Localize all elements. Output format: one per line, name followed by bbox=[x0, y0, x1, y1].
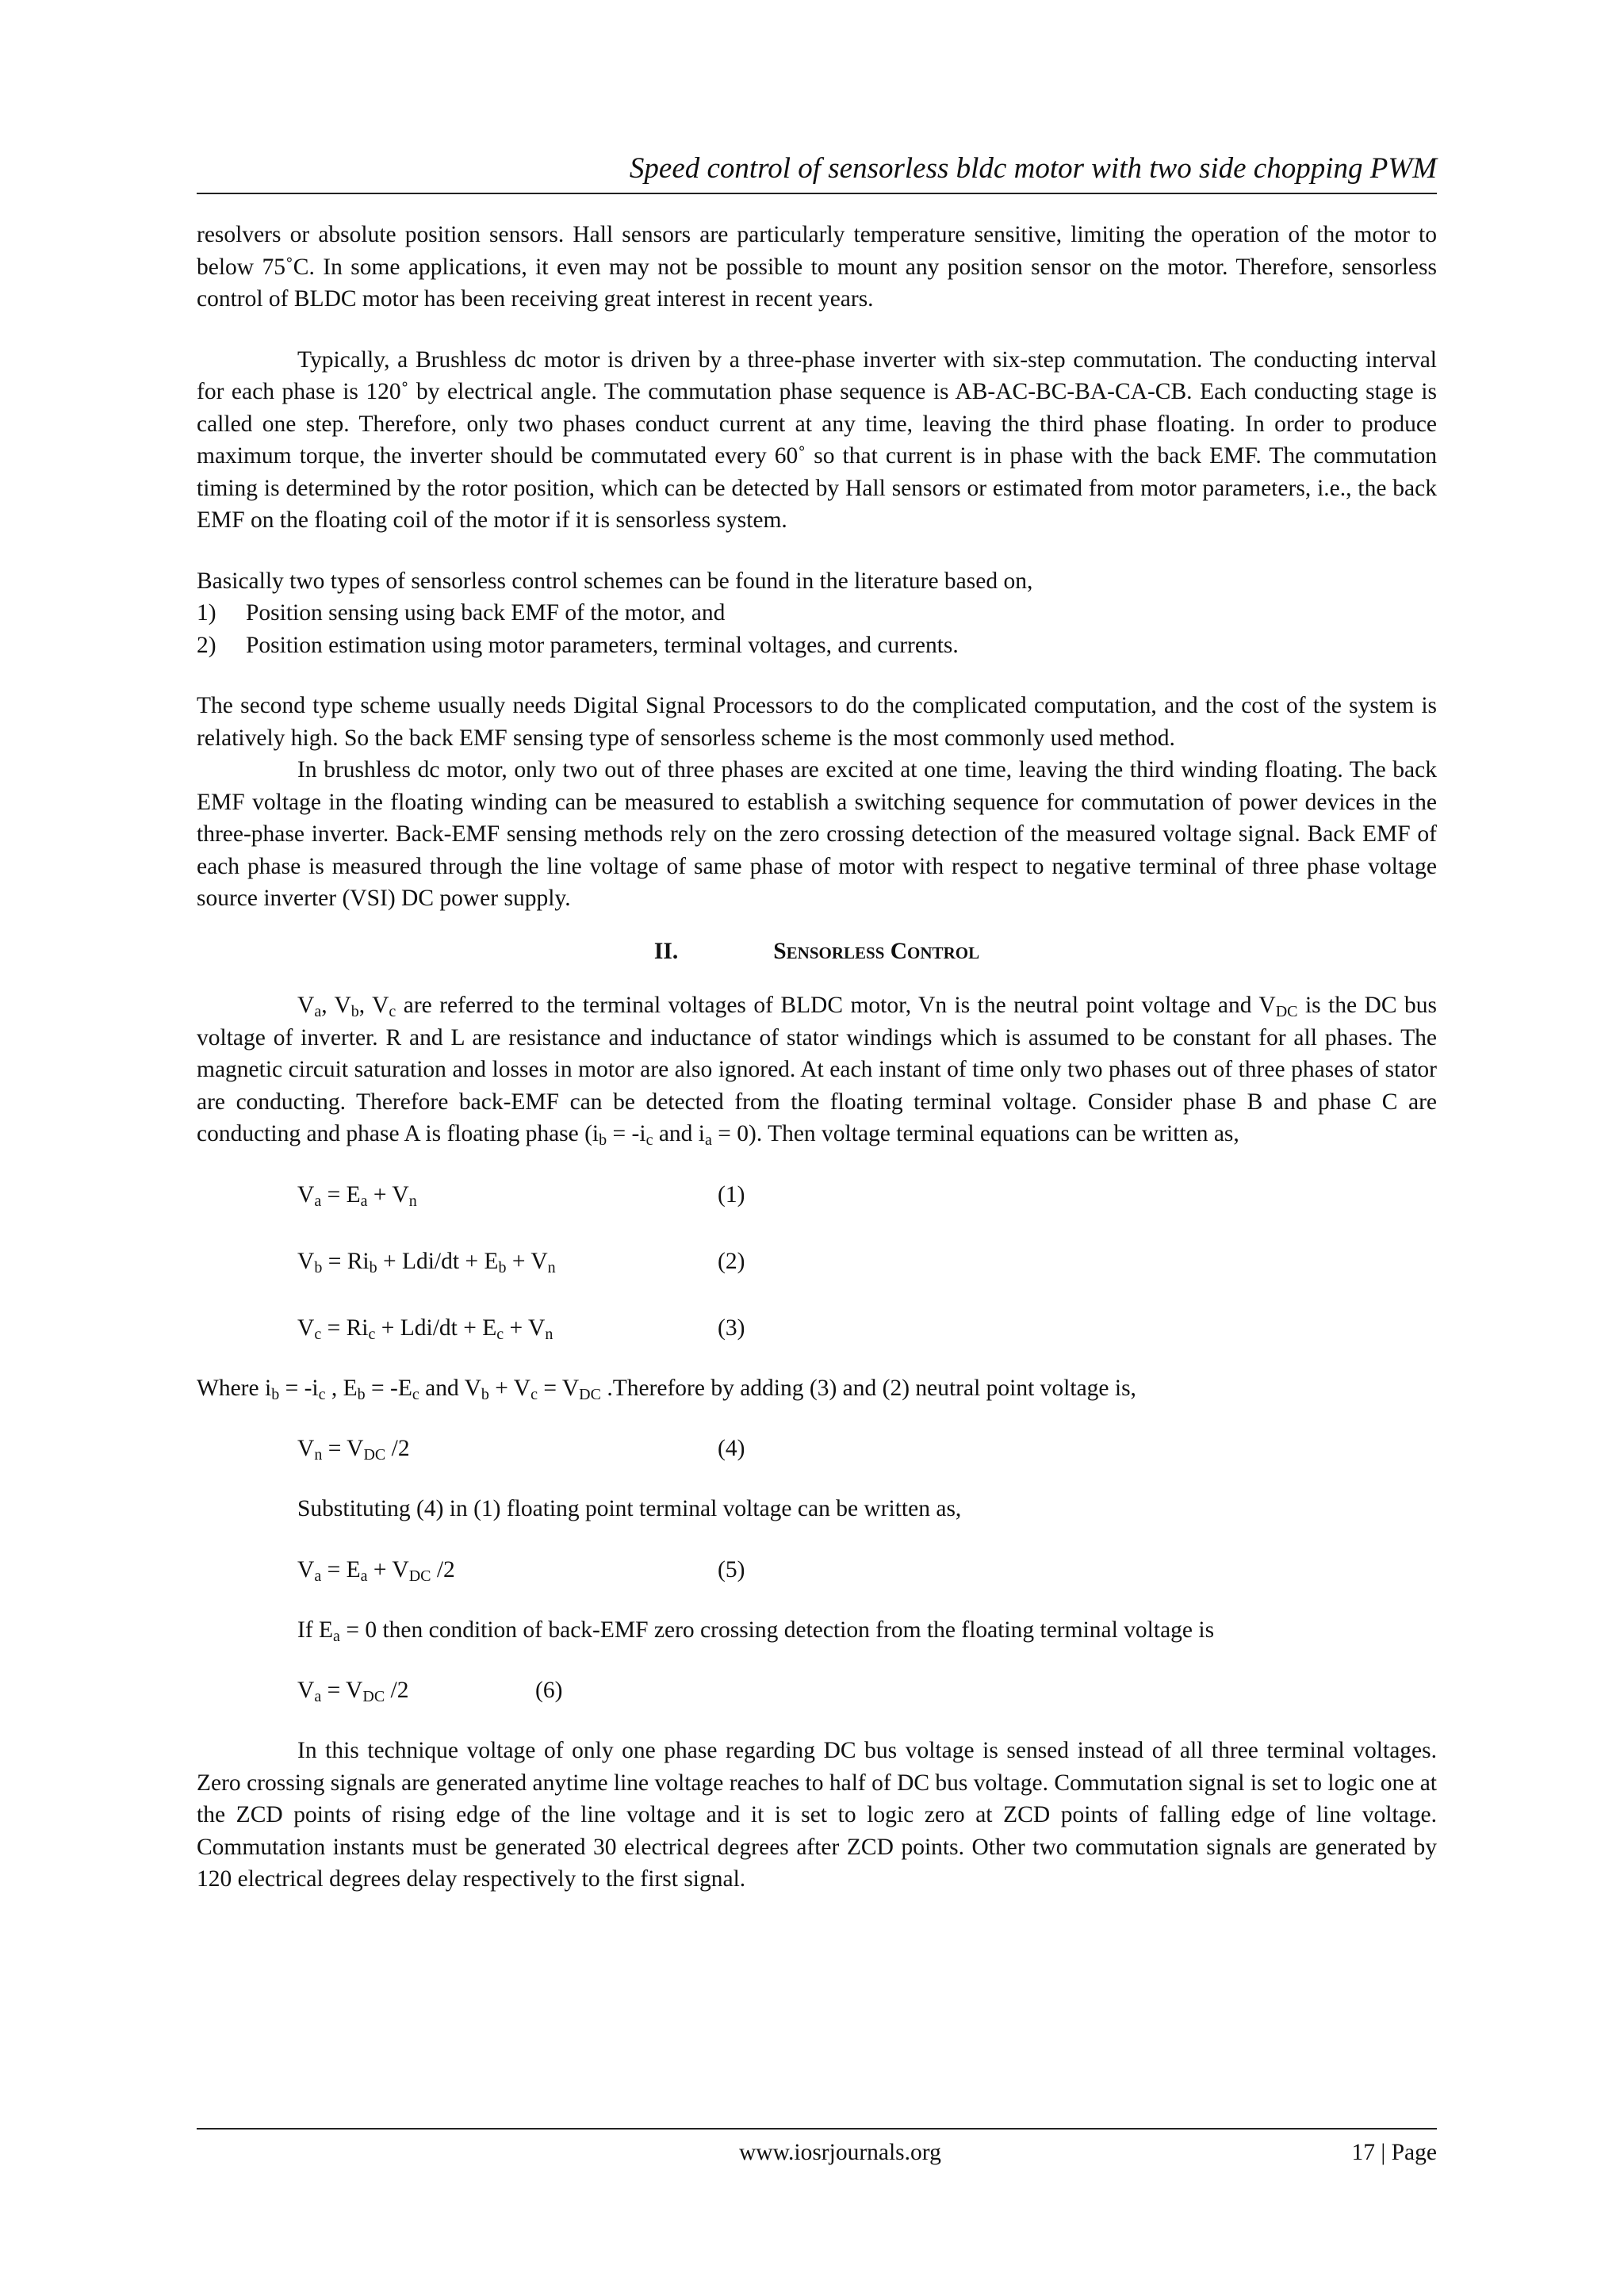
where-line: Where $i_b = -i_c$ , $E_b = -E_c$ and $V_b + V_c = V_{DC}$ .Therefore by adding (3) and (2) neutral point voltage is, bbox=[197, 1375, 1136, 1403]
equation-1 bbox=[297, 1179, 1437, 1211]
paragraph-2: Typically, a Brushless dc motor is driven by a three-phase inverter with six-step commutation. The conducting interval for each phase is 120˚ by electrical angle. The commutation phase sequence is AB-AC-BC-BA-CA-CB. Each conducting stage is called one step. Therefore, only two phases conduct current at any time, leaving the third phase floating. In order to produce maximum torque, the inverter should be commutated every 60˚ so that current is in phase with the back EMF. The commutation timing is determined by the rotor position, which can be detected by Hall sensors or estimated from motor parameters, i.e., the back EMF on the floating coil of the motor if it is sensorless system. bbox=[197, 346, 1437, 533]
list-number: 1) bbox=[197, 600, 216, 626]
section-title: Sensorless Control bbox=[773, 938, 980, 964]
equation-3 bbox=[297, 1312, 1437, 1344]
footer-rule bbox=[197, 2128, 1437, 2130]
equation-number: (2) bbox=[718, 1248, 745, 1274]
list-item bbox=[197, 629, 1437, 662]
equation-5 bbox=[297, 1554, 1437, 1586]
final-paragraph: In this technique voltage of only one phase regarding DC bus voltage is sensed instead of all three terminal voltages. Zero crossing signals are generated anytime line voltage reaches to half of DC bus voltage. Commutation signal is set to logic one at the ZCD points of rising edge of the line voltage and it is set to logic zero at ZCD points of falling edge of line voltage. Commutation instants must be generated 30 electrical degrees after ZCD points. Other two commutation signals are generated by 120 electrical degrees delay respectively to the first signal. bbox=[197, 1738, 1437, 1892]
equation-body: $V_a = E_a + V_{DC}$ /2 bbox=[297, 1556, 455, 1585]
equation-body: $V_c = Ri_c + Ldi/dt + E_c + V_n$ bbox=[297, 1314, 553, 1343]
condition-line: If $E_a = 0$ then condition of back-EMF zero crossing detection from the floating terminal voltage is bbox=[297, 1617, 1215, 1645]
equation-number: (5) bbox=[718, 1556, 745, 1582]
equation-body: $V_a = V_{DC}$ /2 bbox=[297, 1678, 409, 1705]
list-number: 2) bbox=[197, 632, 216, 658]
section-number: II. bbox=[653, 938, 679, 964]
journal-site: www.iosrjournals.org bbox=[739, 2140, 941, 2165]
header-rule bbox=[197, 193, 1437, 194]
equation-number: (6) bbox=[535, 1678, 563, 1703]
body-text bbox=[197, 219, 1437, 1896]
paragraph-5: In brushless dc motor, only two out of three phases are excited at one time, leaving the third winding floating. The back EMF voltage in the floating winding can be measured to establish a switching sequence for commutation of power devices in the three-phase inverter. Back-EMF sensing methods rely on the zero crossing detection of the measured voltage signal. Back EMF of each phase is measured through the line voltage of same phase of motor with respect to negative terminal of three phase voltage source inverter (VSI) DC power supply. bbox=[197, 757, 1437, 911]
paragraph-3: Basically two types of sensorless control schemes can be found in the literature based on, bbox=[197, 568, 1033, 594]
page-number: 17 | Page bbox=[1351, 2140, 1437, 2165]
running-header: Speed control of sensorless bldc motor with two side chopping PWM bbox=[629, 152, 1437, 185]
equation-6 bbox=[297, 1674, 1437, 1706]
paragraph-4: The second type scheme usually needs Digital Signal Processors to do the complicated computation, and the cost of the system is relatively high. So the back EMF sensing type of sensorless scheme is the most commonly used method. bbox=[197, 693, 1437, 751]
paragraph-1: resolvers or absolute position sensors. Hall sensors are particularly temperature sensitive, limiting the operation of the motor to below 75˚C. In some applications, it even may not be possible to mount any position sensor on the motor. Therefore, sensorless control of BLDC motor has been receiving great interest in recent years. bbox=[197, 222, 1437, 312]
equation-2 bbox=[297, 1246, 1437, 1277]
equation-number: (3) bbox=[718, 1314, 745, 1341]
equation-4 bbox=[297, 1433, 1437, 1464]
list-text: Position sensing using back EMF of the motor, and bbox=[246, 600, 726, 626]
equation-body: $V_b = Ri_b + Ldi/dt + E_b + V_n$ bbox=[297, 1248, 556, 1276]
equation-number: (4) bbox=[718, 1436, 745, 1461]
equation-body: $V_n = V_{DC}$ /2 bbox=[297, 1436, 410, 1464]
section-heading bbox=[197, 936, 1437, 968]
equation-number: (1) bbox=[718, 1181, 745, 1207]
list-item bbox=[197, 597, 1437, 629]
substitution-line: Substituting (4) in (1) floating point terminal voltage can be written as, bbox=[297, 1496, 962, 1521]
list-text: Position estimation using motor parameters, terminal voltages, and currents. bbox=[246, 632, 959, 658]
equation-body: $V_a = E_a + V_n$ bbox=[297, 1181, 417, 1210]
sec2-paragraph-1: $V_a$, $V_b$, $V_c$ are referred to the terminal voltages of BLDC motor, Vn is the neutral point voltage and $V_{DC}$ is the DC bus voltage of inverter. R and L are resistance and inductance of stator windings which is assumed to be constant for all phases. The magnetic circuit saturation and losses in motor are also ignored. At each instant of time only two phases out of three phases of stator are conducting. Therefore back-EMF can be detected from the floating terminal voltage. Consider phase B and phase C are conducting and phase A is floating phase ($i_b = -i_c$ and $i_a = 0$). Then voltage terminal equations can be written as, bbox=[197, 993, 1437, 1149]
